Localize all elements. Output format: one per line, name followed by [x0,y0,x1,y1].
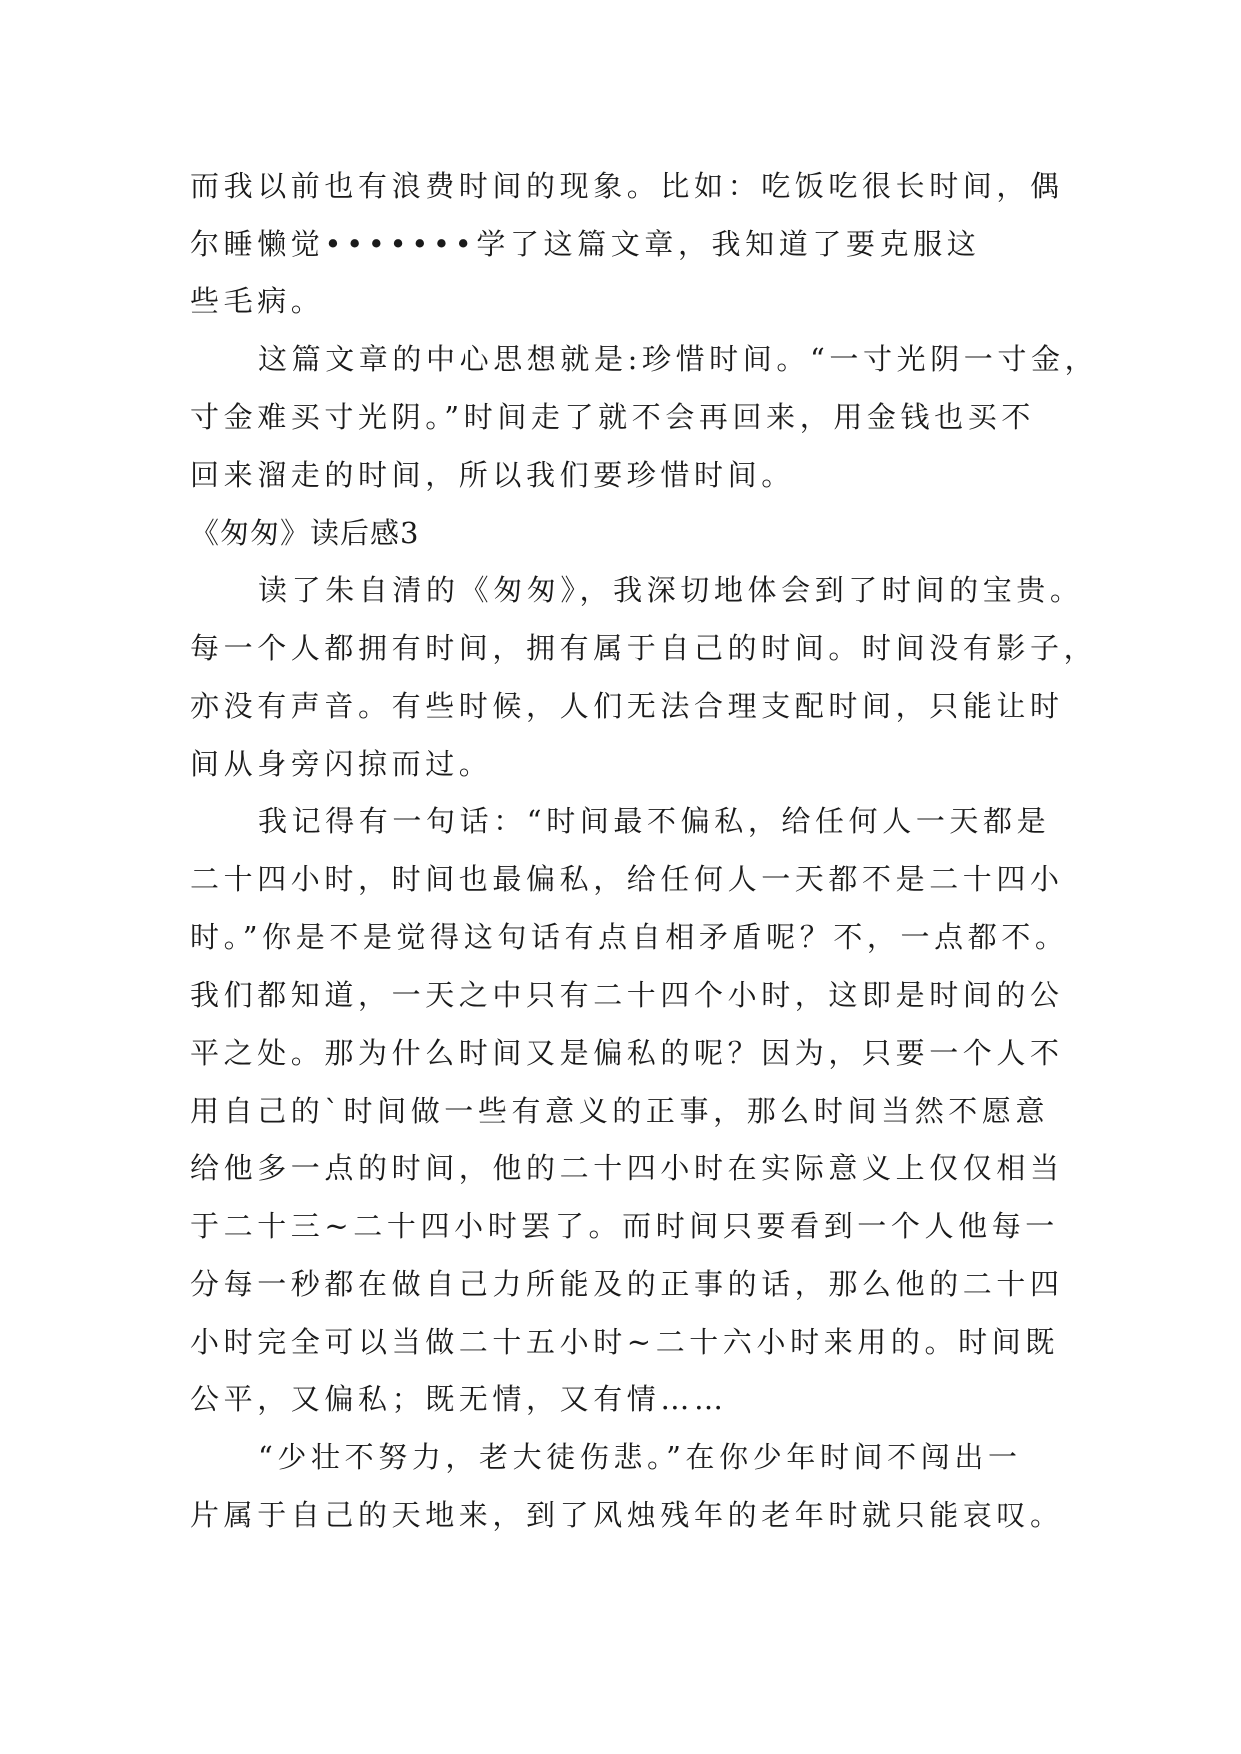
paragraph-first-line: 我记得有一句话：“时间最不偏私，给任何人一天都是 [258,804,1051,838]
text-line: 每一个人都拥有时间，拥有属于自己的时间。时间没有影子， [190,631,1098,665]
text-line: 些毛病。 [190,284,325,318]
paragraph-first-line: “少壮不努力，老大徒伤悲。”在你少年时间不闯出一 [258,1440,1022,1474]
text-line: 而我以前也有浪费时间的现象。比如：吃饭吃很长时间，偶 [190,169,1064,203]
text-line: 给他多一点的时间，他的二十四小时在实际意义上仅仅相当 [190,1151,1064,1185]
text-line: 公平，又偏私；既无情，又有情…… [190,1382,728,1416]
text-line: 二十四小时，时间也最偏私，给任何人一天都不是二十四小 [190,862,1064,896]
paragraph-first-line: 这篇文章的中心思想就是:珍惜时间。“一寸光阴一寸金， [258,342,1099,376]
text-line: 用自己的`时间做一些有意义的正事，那么时间当然不愿意 [190,1094,1050,1128]
paragraph-first-line: 读了朱自清的《匆匆》，我深切地体会到了时间的宝贵。 [258,573,1084,607]
text-line: 平之处。那为什么时间又是偏私的呢？因为，只要一个人不 [190,1036,1064,1070]
text-line: 间从身旁闪掠而过。 [190,747,493,781]
text-line: 我们都知道，一天之中只有二十四个小时，这即是时间的公 [190,978,1064,1012]
text-line: 分每一秒都在做自己力所能及的正事的话，那么他的二十四 [190,1267,1064,1301]
text-line: 亦没有声音。有些时候，人们无法合理支配时间，只能让时 [190,689,1064,723]
text-line: 寸金难买寸光阴。”时间走了就不会再回来，用金钱也买不 [190,400,1035,434]
section-heading: 《匆匆》读后感3 [190,516,420,550]
text-line: 片属于自己的天地来，到了风烛残年的老年时就只能哀叹。 [190,1498,1064,1532]
text-line: 时。”你是不是觉得这句话有点自相矛盾呢？不，一点都不。 [190,920,1069,954]
text-line: 尔睡懒觉•••••••学了这篇文章，我知道了要克服这 [190,227,981,261]
text-line: 于二十三~二十四小时罢了。而时间只要看到一个人他每一 [190,1209,1059,1243]
text-line: 小时完全可以当做二十五小时~二十六小时来用的。时间既 [190,1325,1059,1359]
text-line: 回来溜走的时间，所以我们要珍惜时间。 [190,458,795,492]
